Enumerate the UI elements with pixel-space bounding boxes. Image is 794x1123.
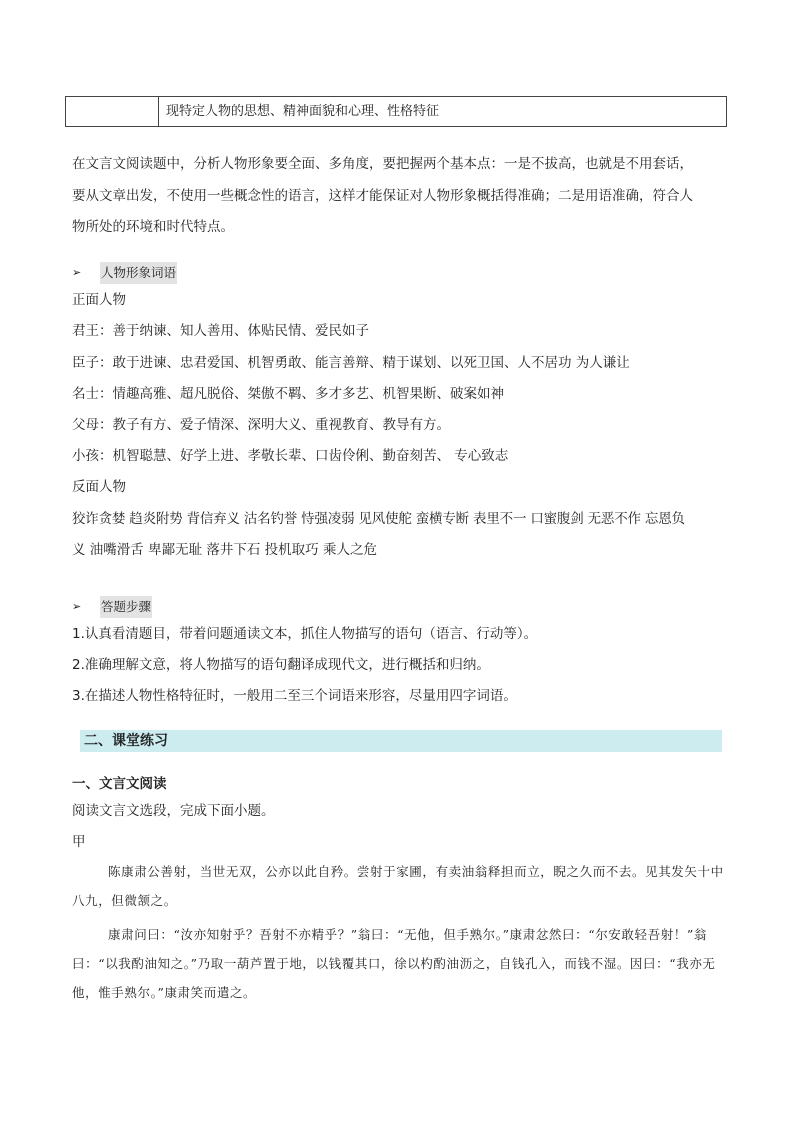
section-heading-character-words (72, 262, 177, 284)
summary-table (65, 96, 727, 127)
sub-heading: 一、文言文阅读 (72, 776, 167, 792)
intro-line-2: 要从文章出发，不使用一些概念性的语言，这样才能保证对人物形象概括得准确；二是用语准确，符合人 (72, 188, 693, 204)
instruction: 阅读文言文选段，完成下面小题。 (72, 803, 275, 819)
word-line-parents: 父母：教子有方、爱子情深、深明大义、重视教育、教导有方。 (72, 417, 450, 433)
word-line-ruler: 君王：善于纳谏、知人善用、体贴民情、爱民如子 (72, 323, 369, 339)
word-line-scholar: 名士：情趣高雅、超凡脱俗、桀傲不羁、多才多艺、机智果断、破案如神 (72, 386, 504, 402)
table-cell-text: 现特定人物的思想、精神面貌和心理、性格特征 (166, 104, 440, 119)
classical-passage-2: 康肃问曰：“汝亦知射乎？吾射不亦精乎？”翁曰：“无他，但手熟尔。”康肃忿然曰：“尔安敢轻吾射！”翁曰：“以我酌油知之。”乃取一葫芦置于地，以钱覆其口，徐以杓酌油沥之，自钱孔入，而钱不湿。因曰：“我亦无他，惟手熟尔。”康肃笑而遣之。 (72, 927, 716, 1000)
section-heading-answer-steps (72, 596, 152, 618)
word-line-minister: 臣子：敢于进谏、忠君爱国、机智勇敢、能言善辩、精于谋划、以死卫国、人不居功 为人谦让 (72, 355, 630, 371)
step-2: 2.准确理解文意，将人物描写的语句翻译成现代文，进行概括和归纳。 (72, 657, 490, 673)
negative-heading: 反面人物 (72, 479, 126, 495)
arrow-bullet-icon: ➢ (72, 600, 82, 613)
arrow-bullet-icon: ➢ (72, 266, 82, 279)
step-3: 3.在描述人物性格特征时，一般用二至三个词语来形容，尽量用四字词语。 (72, 688, 517, 704)
negative-words-line-1: 狡诈贪婪 趋炎附势 背信弃义 沽名钓誉 恃强凌弱 见风使舵 蛮横专断 表里不一 口蜜腹剑 无恶不作 忘恩负 (72, 511, 685, 527)
section-title: 答题步骤 (100, 596, 152, 618)
practice-section-bar: 二、课堂练习 (80, 730, 722, 752)
intro-line-3: 物所处的环境和时代特点。 (72, 219, 234, 235)
section-title: 人物形象词语 (100, 262, 177, 284)
passage-label: 甲 (72, 834, 86, 850)
classical-passage-1: 陈康肃公善射，当世无双，公亦以此自矜。尝射于家圃，有卖油翁释担而立，睨之久而不去。见其发矢十中八九，但微颔之。 (72, 864, 724, 908)
step-1: 1.认真看清题目，带着问题通读文本，抓住人物描写的语句（语言、行动等）。 (72, 626, 538, 642)
table-cell-empty (66, 97, 159, 126)
word-line-child: 小孩：机智聪慧、好学上进、孝敬长辈、口齿伶俐、勤奋刻苦、 专心致志 (72, 448, 509, 464)
positive-heading: 正面人物 (72, 292, 126, 308)
intro-line-1: 在文言文阅读题中，分析人物形象要全面、多角度，要把握两个基本点：一是不拔高，也就是不用套话， (72, 156, 693, 172)
negative-words-line-2: 义 油嘴滑舌 卑鄙无耻 落井下石 投机取巧 乘人之危 (72, 542, 377, 558)
